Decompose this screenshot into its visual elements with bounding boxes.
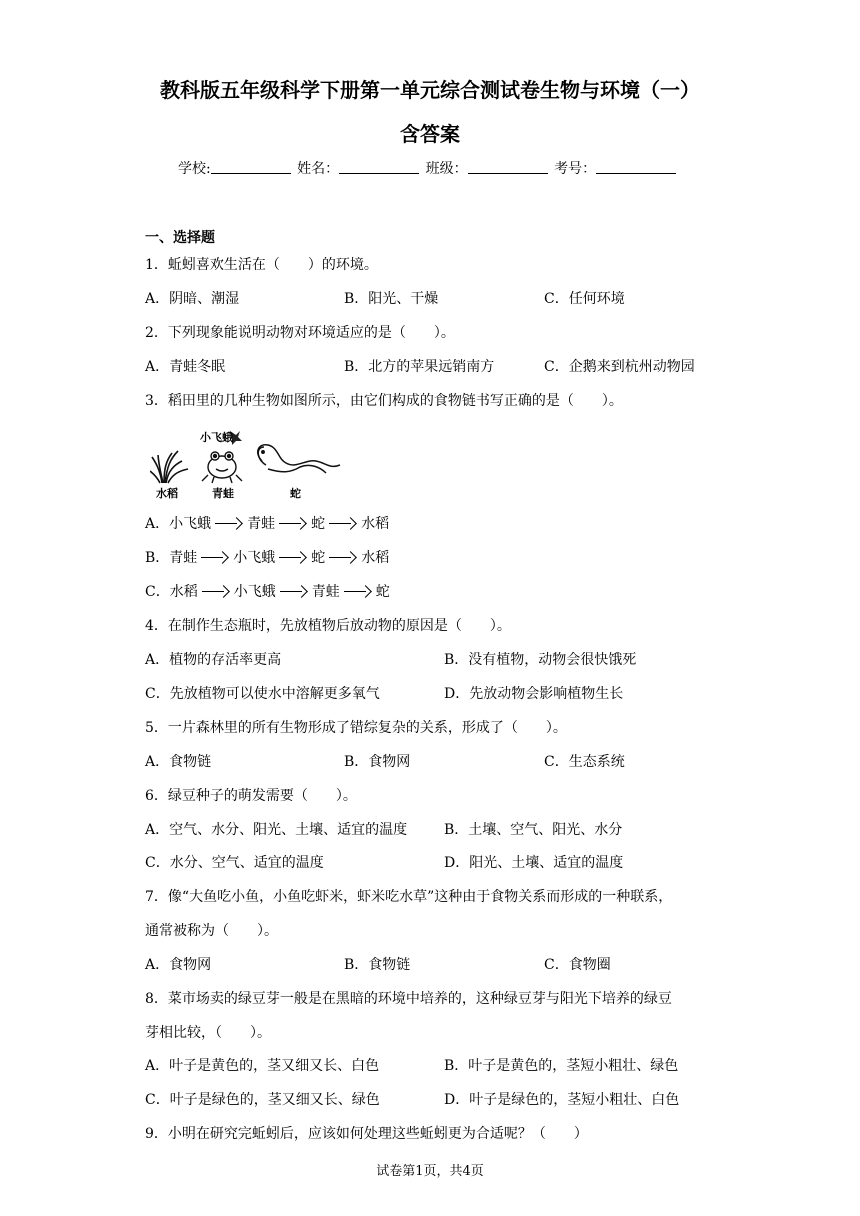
q6-stem: 6．绿豆种子的萌发需要（ ）。 (145, 788, 357, 804)
rice-field-organisms-figure (150, 425, 350, 500)
q8-option-c: C．叶子是绿色的，茎又细又长、绿色 (145, 1092, 380, 1108)
q5-option-a: A．食物链 (145, 754, 212, 770)
chain-item: 青蛙 (311, 584, 340, 600)
q2-option-c: C．企鹅来到杭州动物园 (544, 359, 695, 375)
q8-option-d: D．叶子是绿色的，茎短小粗壮、白色 (444, 1092, 680, 1108)
q3-option-c: C． 水稻 小飞蛾 青蛙 蛇 (145, 581, 390, 601)
q5-stem: 5．一片森林里的所有生物形成了错综复杂的关系，形成了（ ）。 (145, 720, 567, 736)
arrow-icon (279, 518, 305, 528)
rice-plant-icon (150, 451, 188, 483)
q6-option-a: A．空气、水分、阳光、土壤、适宜的温度 (145, 822, 408, 838)
arrow-icon (329, 518, 355, 528)
page-footer: 试卷第1页，共4页 (376, 1164, 484, 1179)
q7-option-b: B．食物链 (344, 957, 411, 973)
chain-item: 水稻 (361, 516, 390, 532)
q6-option-c: C．水分、空气、适宜的温度 (145, 855, 324, 871)
q4-option-c: C．先放植物可以使水中溶解更多氧气 (145, 686, 380, 702)
moth-label: 小飞蛾 (200, 431, 233, 444)
q4-option-a: A．植物的存活率更高 (145, 652, 282, 668)
chain-item: 小飞蛾 (169, 516, 212, 532)
q9-stem: 9．小明在研究完蚯蚓后，应该如何处理这些蚯蚓更为合适呢？（ ） (145, 1126, 588, 1142)
q2-option-b: B．北方的苹果远销南方 (344, 359, 495, 375)
arrow-icon (329, 552, 355, 562)
q1-stem: 1．蚯蚓喜欢生活在（ ）的环境。 (145, 257, 378, 273)
student-info-row (178, 158, 678, 178)
snake-icon (258, 445, 340, 473)
arrow-icon (279, 552, 305, 562)
chain-item: 蛇 (375, 584, 390, 600)
q2-option-a: A．青蛙冬眠 (145, 359, 226, 375)
class-label: 班级： (425, 161, 468, 177)
class-field[interactable] (468, 161, 548, 174)
chain-item: 青蛙 (247, 516, 276, 532)
q1-option-a: A．阴暗、潮湿 (145, 291, 240, 307)
q4-option-b: B．没有植物，动物会很快饿死 (444, 652, 637, 668)
exam-no-label: 考号： (554, 161, 597, 177)
q6-option-d: D．阳光、土壤、适宜的温度 (444, 855, 624, 871)
q7-stem-line1: 7．像“大鱼吃小鱼，小鱼吃虾米，虾米吃水草”这种由于食物关系而形成的一种联系， (145, 889, 673, 905)
frog-label: 青蛙 (212, 487, 234, 500)
arrow-icon (201, 552, 227, 562)
arrow-icon (215, 518, 241, 528)
q8-option-b: B．叶子是黄色的，茎短小粗壮、绿色 (444, 1058, 679, 1074)
q4-stem: 4．在制作生态瓶时，先放植物后放动物的原因是（ ）。 (145, 618, 511, 634)
page-subtitle: 含答案 (400, 122, 460, 146)
q7-stem-line2: 通常被称为（ ）。 (145, 923, 278, 939)
q8-option-a: A．叶子是黄色的，茎又细又长、白色 (145, 1058, 380, 1074)
chain-item: 蛇 (311, 516, 326, 532)
q3-stem: 3．稻田里的几种生物如图所示，由它们构成的食物链书写正确的是（ ）。 (145, 393, 623, 409)
name-label: 姓名： (297, 161, 340, 177)
q3-option-b: B． 青蛙 小飞蛾 蛇 水稻 (145, 547, 389, 567)
arrow-icon (344, 586, 370, 596)
q8-stem-line2: 芽相比较，（ ）。 (145, 1025, 271, 1041)
arrow-icon (280, 586, 306, 596)
q7-option-c: C．食物圈 (544, 957, 611, 973)
chain-item: 小飞蛾 (233, 550, 276, 566)
q5-option-c: C．生态系统 (544, 754, 625, 770)
q1-option-c: C．任何环境 (544, 291, 625, 307)
chain-item: 青蛙 (169, 550, 198, 566)
school-field[interactable] (211, 161, 291, 174)
frog-icon (202, 452, 242, 483)
q6-option-b: B．土壤、空气、阳光、水分 (444, 822, 623, 838)
page-title: 教科版五年级科学下册第一单元综合测试卷生物与环境（一） (160, 78, 700, 102)
snake-label: 蛇 (290, 487, 301, 500)
chain-item: 蛇 (311, 550, 326, 566)
q5-option-b: B．食物网 (344, 754, 411, 770)
q8-stem-line1: 8．菜市场卖的绿豆芽一般是在黑暗的环境中培养的，这种绿豆芽与阳光下培养的绿豆 (145, 991, 672, 1007)
name-field[interactable] (339, 161, 419, 174)
school-label: 学校: (178, 161, 211, 177)
q3-option-a: A． 小飞蛾 青蛙 蛇 水稻 (145, 513, 389, 533)
q2-stem: 2．下列现象能说明动物对环境适应的是（ ）。 (145, 325, 455, 341)
chain-item: 小飞蛾 (233, 584, 276, 600)
q7-option-a: A．食物网 (145, 957, 212, 973)
q4-option-d: D．先放动物会影响植物生长 (444, 686, 624, 702)
chain-item: 水稻 (361, 550, 390, 566)
rice-label: 水稻 (156, 487, 178, 500)
chain-item: 水稻 (169, 584, 198, 600)
section-heading: 一、选择题 (145, 230, 215, 246)
exam-no-field[interactable] (596, 161, 676, 174)
organisms-illustration (150, 425, 350, 500)
arrow-icon (202, 586, 228, 596)
q1-option-b: B．阳光、干燥 (344, 291, 439, 307)
